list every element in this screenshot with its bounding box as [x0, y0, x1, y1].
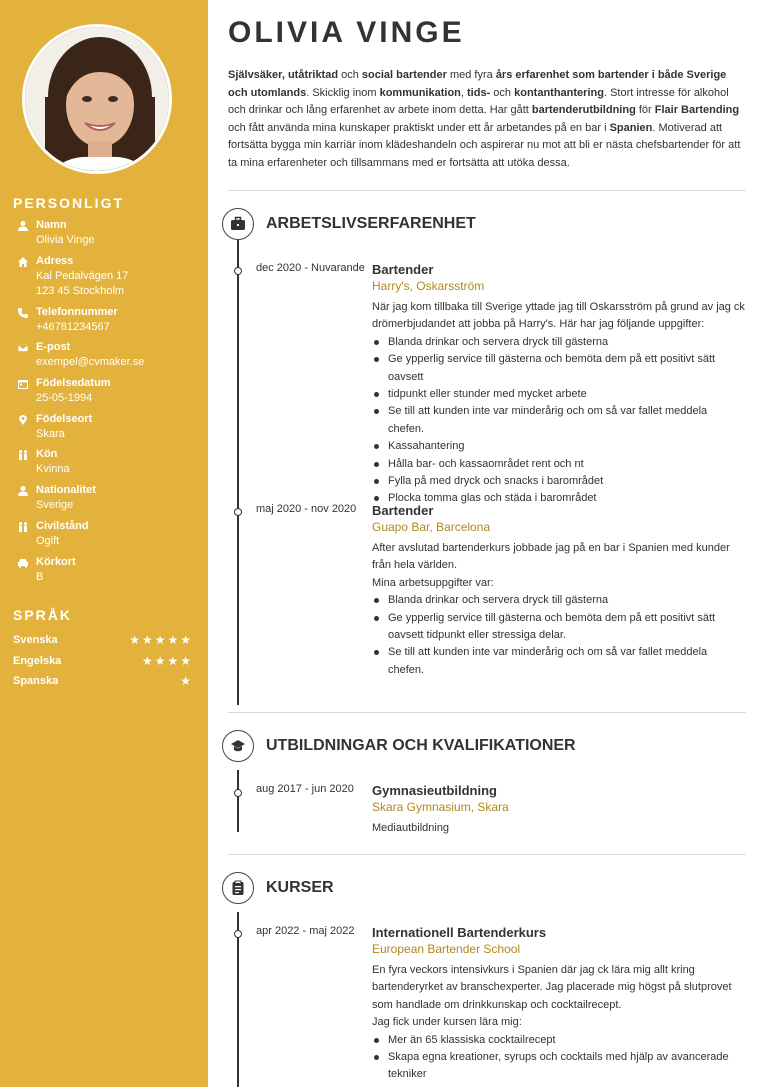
graduation-cap-icon	[222, 730, 254, 762]
entry-subtitle: Harry's, Oskarsström	[372, 279, 485, 293]
home-icon	[10, 254, 36, 305]
summary-part: social bartender	[361, 69, 447, 81]
personal-value: Sverige	[36, 499, 74, 512]
personal-label: Körkort	[36, 555, 76, 568]
person-icon	[10, 483, 36, 519]
sidebar	[0, 0, 208, 1087]
personal-label: Adress	[36, 254, 74, 267]
timeline-dot	[234, 508, 242, 516]
languages-list	[13, 630, 193, 692]
personal-value: exempel@cvmaker.se	[36, 356, 145, 369]
entry-title: Gymnasieutbildning	[372, 783, 497, 798]
profile-photo	[22, 24, 172, 174]
summary-part: . Stort intresse för alkohol och drinkar och lång erfarenhet av arbete inom detta. Har gått	[228, 86, 729, 116]
personal-value: Kal Pedalvägen 17	[36, 269, 129, 282]
people-icon	[10, 447, 36, 483]
entry-date: apr 2022 - maj 2022	[256, 925, 355, 937]
summary-part: års erfarenhet som bartender i både Sverige och utomlands	[228, 69, 727, 99]
work-heading: ARBETSLIVSERFARENHET	[266, 215, 476, 232]
summary-part: Självsäker, utåtriktad	[228, 69, 339, 81]
person-icon	[10, 218, 36, 254]
personal-item-gender	[10, 447, 200, 483]
personal-label: Telefonnummer	[36, 305, 118, 318]
personal-item-civil-status	[10, 519, 200, 555]
education-heading: UTBILDNINGAR OCH KVALIFIKATIONER	[266, 737, 576, 754]
entry-text: Mediautbildning	[372, 822, 450, 834]
list-item: Se till att kunden inte var minderårig och om så var fallet meddela chefen.	[372, 403, 746, 438]
list-item: Ge ypperlig service till gästerna och bemöta dem på ett positivt sätt oavsett tidpunkt eller stressiga delar.	[372, 610, 746, 645]
entry-date: dec 2020 - Nuvarande	[256, 262, 365, 274]
list-item: Se till att kunden inte var minderårig och om så var fallet meddela chefen.	[372, 644, 746, 679]
list-item: tidpunkt eller stunder med mycket arbete	[372, 386, 746, 403]
entry-date: aug 2017 - jun 2020	[256, 783, 354, 795]
summary-part: med fyra	[446, 69, 496, 81]
entry-title: Bartender	[372, 503, 434, 518]
personal-value: 123 45 Stockholm	[36, 284, 125, 297]
summary-part: Spanien	[609, 121, 653, 134]
entry-bullets	[372, 592, 746, 679]
languages-heading: SPRÅK	[13, 607, 73, 623]
language-name: Spanska	[13, 675, 59, 688]
location-icon	[10, 412, 36, 448]
entry-bullets	[372, 334, 746, 508]
timeline-dot	[234, 789, 242, 797]
summary-part: kommunikation	[379, 86, 461, 99]
entry-title: Internationell Bartenderkurs	[372, 925, 547, 940]
list-item: Blanda drinkar och servera dryck till gästerna	[372, 334, 746, 351]
personal-item-email	[10, 340, 200, 376]
timeline-dot	[234, 267, 242, 275]
entry-subtitle: Skara Gymnasium, Skara	[372, 800, 509, 814]
entry-text: Jag fick under kursen lära mig:	[372, 1016, 522, 1029]
summary-part: tids-	[467, 86, 491, 99]
personal-item-birthplace	[10, 412, 200, 448]
personal-value: Olivia Vinge	[36, 234, 95, 246]
entry-subtitle: Guapo Bar, Barcelona	[372, 520, 491, 534]
language-name: Engelska	[13, 654, 62, 667]
entry-text: När jag kom tillbaka till Sverige yttade jag till Oskarsström på grund av jag ck drömerbjudandet att jobba på Harry's. Här har jag följande uppgifter:	[372, 301, 745, 331]
divider	[228, 712, 746, 713]
summary-part: och fått använda mina kunskaper praktiskt under ett år arbetandes på en bar i	[228, 121, 610, 134]
star-rating: ★	[180, 674, 193, 689]
personal-heading: PERSONLIGT	[13, 195, 125, 211]
list-item: Blanda drinkar och servera dryck till gästerna	[372, 592, 746, 609]
personal-item-license	[10, 555, 200, 591]
personal-label: E-post	[36, 341, 71, 354]
personal-label: Födelseort	[36, 412, 93, 425]
personal-item-phone	[10, 305, 200, 341]
phone-icon	[10, 305, 36, 341]
personal-item-nationality	[10, 483, 200, 519]
clipboard-icon	[222, 872, 254, 904]
personal-value: B	[36, 570, 44, 583]
summary-part: och	[490, 86, 515, 99]
personal-value: Ogift	[36, 534, 60, 547]
list-item: Hålla bar- och kassaområdet rent och nt	[372, 456, 746, 473]
summary-part: för	[635, 104, 655, 116]
language-item	[13, 671, 193, 692]
summary-part: bartenderutbildning	[531, 104, 636, 116]
language-item	[13, 630, 193, 651]
list-item: Ge ypperlig service till gästerna och bemöta dem på ett positivt sätt oavsett	[372, 351, 746, 386]
star-rating: ★★★★★	[129, 633, 193, 648]
courses-heading: KURSER	[266, 879, 334, 896]
entry-date: maj 2020 - nov 2020	[256, 503, 357, 515]
summary-part: . Motiverad att fortsätta bygga min karriär inom klädeshandeln och aspirerar nu mot att bli er nästa chefsbartender för att ta mina erfarenheter och tillsammans med er fortsätta att utöka dessa.	[228, 121, 741, 169]
list-item: Mer än 65 klassiska cocktailrecept	[372, 1032, 746, 1049]
entry-text: En fyra veckors intensivkurs i Spanien där jag ck lära mig allt kring bartenderyrket av branschexperter. Jag placerade mig högst på slutprovet som handlade om drinkkunskap och cocktailrecept.	[372, 964, 732, 1011]
personal-value: +46781234567	[36, 320, 110, 333]
divider	[228, 190, 746, 191]
timeline-line	[237, 912, 239, 1087]
entry-text: After avslutad bartenderkurs jobbade jag på en bar i Spanien med kunder från hela världen.	[372, 542, 730, 572]
personal-info-list	[10, 218, 200, 590]
people-icon	[10, 519, 36, 555]
personal-label: Födelsedatum	[36, 377, 111, 390]
divider	[228, 854, 746, 855]
page-title: OLIVIA VINGE	[228, 16, 465, 49]
summary-text	[228, 67, 746, 172]
entry-bullets	[372, 1032, 746, 1084]
entry-title: Bartender	[372, 262, 434, 277]
mail-icon	[10, 340, 36, 376]
personal-label: Kön	[36, 448, 58, 461]
list-item: Fylla på med dryck och snacks i barområdet	[372, 473, 746, 490]
list-item: Plocka tomma glas och städa i barområdet	[372, 490, 746, 507]
personal-label: Nationalitet	[36, 484, 96, 497]
personal-item-address	[10, 254, 200, 305]
personal-value: 25-05-1994	[36, 392, 93, 405]
summary-part: Flair Bartending	[654, 104, 740, 116]
personal-value: Kvinna	[36, 463, 70, 476]
summary-part: . Skicklig inom	[306, 86, 380, 99]
personal-item-name	[10, 218, 200, 254]
personal-label: Civilstånd	[36, 519, 89, 532]
summary-part: ,	[460, 86, 468, 99]
list-item: Skapa egna kreationer, syrups och cocktails med hjälp av avancerade tekniker	[372, 1049, 746, 1084]
list-item: Kassahantering	[372, 438, 746, 455]
personal-label: Namn	[36, 219, 67, 231]
entry-text: Mina arbetsuppgifter var:	[372, 576, 494, 589]
summary-part: och	[338, 69, 362, 81]
language-name: Svenska	[13, 634, 58, 647]
timeline-line	[237, 770, 239, 832]
timeline-line	[237, 240, 239, 705]
star-rating: ★★★★	[141, 653, 193, 668]
personal-item-birthdate	[10, 376, 200, 412]
calendar-icon	[10, 376, 36, 412]
language-item	[13, 651, 193, 672]
personal-value: Skara	[36, 427, 65, 440]
summary-part: kontanthantering	[514, 86, 604, 99]
briefcase-icon	[222, 208, 254, 240]
entry-subtitle: European Bartender School	[372, 942, 521, 956]
car-icon	[10, 555, 36, 591]
timeline-dot	[234, 930, 242, 938]
